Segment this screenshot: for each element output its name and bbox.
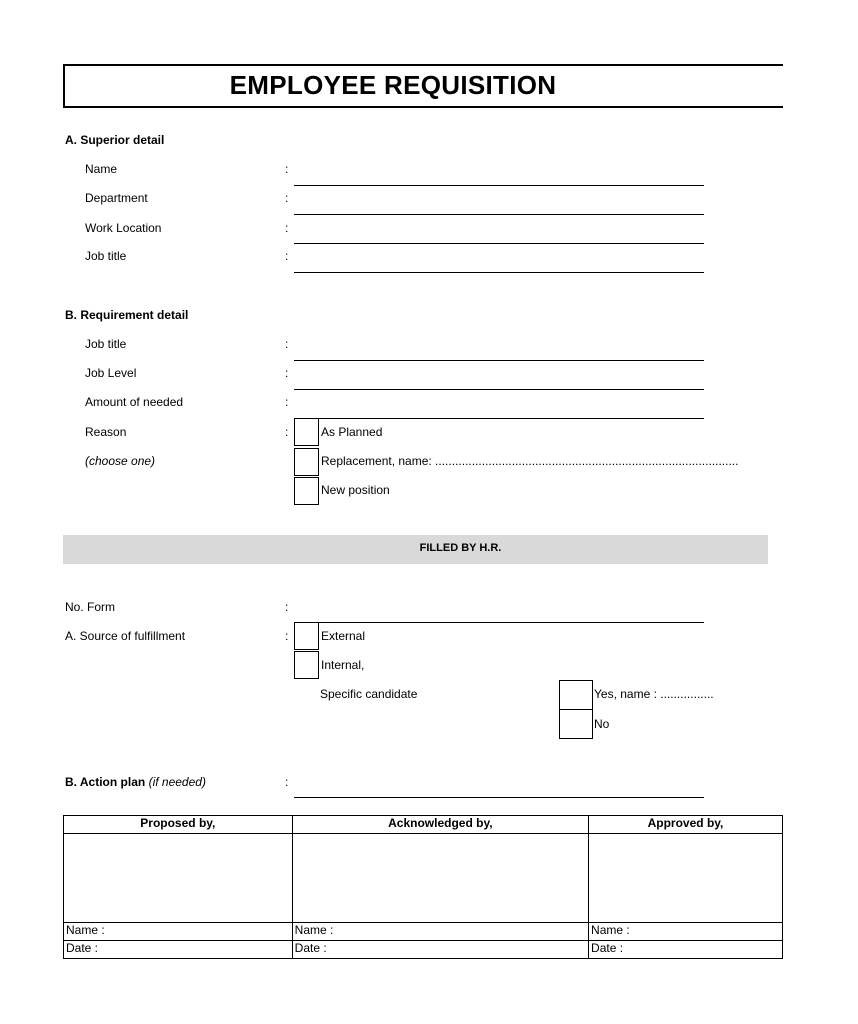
- action-plan-title: B. Action plan: [65, 775, 146, 789]
- hr-banner: [63, 535, 768, 564]
- field-colon: :: [285, 162, 289, 176]
- acknowledged-name-cell[interactable]: Name :: [292, 923, 588, 941]
- no-form-label: No. Form: [65, 600, 116, 614]
- field-colon: :: [285, 221, 289, 235]
- field-label-amount: Amount of needed: [85, 395, 184, 409]
- acknowledged-date-cell[interactable]: Date :: [292, 941, 588, 959]
- action-plan-colon: :: [285, 775, 289, 789]
- req-job-title-field-line[interactable]: [294, 360, 704, 361]
- field-label-work-location: Work Location: [85, 221, 162, 235]
- internal-checkbox[interactable]: [294, 651, 319, 679]
- approved-signature-area[interactable]: [589, 834, 783, 923]
- reason-hint: (choose one): [85, 454, 156, 468]
- name-field-line[interactable]: [294, 185, 704, 186]
- option-as-planned: As Planned: [321, 425, 383, 439]
- job-title-field-line[interactable]: [294, 272, 704, 273]
- option-replacement: Replacement, name: ...........................................................................................: [321, 454, 739, 468]
- candidate-yes-checkbox[interactable]: [559, 680, 593, 710]
- option-line: [320, 418, 704, 419]
- hr-banner-text: FILLED BY H.R.: [419, 542, 502, 554]
- source-colon: :: [285, 629, 289, 643]
- field-colon: :: [285, 337, 289, 351]
- field-label-job-level: Job Level: [85, 366, 137, 380]
- approved-by-header: Approved by,: [589, 816, 783, 834]
- replacement-checkbox[interactable]: [294, 448, 319, 476]
- candidate-no-checkbox[interactable]: [559, 709, 593, 739]
- action-plan-field-line[interactable]: [294, 797, 704, 798]
- section-b-heading: B. Requirement detail: [65, 308, 189, 322]
- field-colon: :: [285, 395, 289, 409]
- field-colon: :: [285, 191, 289, 205]
- action-plan-hint: (if needed): [148, 775, 206, 789]
- department-field-line[interactable]: [294, 214, 704, 215]
- signature-date-row: [64, 941, 783, 959]
- reason-colon: :: [285, 425, 289, 439]
- specific-candidate-label: Specific candidate: [320, 687, 418, 701]
- reason-label: Reason: [85, 425, 127, 439]
- option-external: External: [321, 629, 366, 643]
- new-position-checkbox[interactable]: [294, 477, 319, 505]
- field-colon: :: [285, 366, 289, 380]
- job-level-field-line[interactable]: [294, 389, 704, 390]
- field-label-department: Department: [85, 191, 148, 205]
- field-label-name: Name: [85, 162, 118, 176]
- proposed-name-cell[interactable]: Name :: [64, 923, 293, 941]
- acknowledged-signature-area[interactable]: [292, 834, 588, 923]
- signature-name-row: [64, 923, 783, 941]
- candidate-no-label: No: [594, 717, 610, 731]
- as-planned-checkbox[interactable]: [294, 418, 319, 446]
- proposed-signature-area[interactable]: [64, 834, 293, 923]
- no-form-field-line[interactable]: [294, 622, 704, 623]
- approved-date-cell[interactable]: Date :: [589, 941, 783, 959]
- candidate-yes-label: Yes, name : ................: [594, 687, 714, 701]
- field-label-job-title: Job title: [85, 249, 127, 263]
- action-plan-label: [65, 775, 206, 789]
- signature-header-row: [64, 816, 783, 834]
- page-title: EMPLOYEE REQUISITION: [229, 70, 557, 100]
- section-a-heading: A. Superior detail: [65, 133, 165, 147]
- option-internal: Internal,: [321, 658, 365, 672]
- field-colon: :: [285, 249, 289, 263]
- field-label-req-job-title: Job title: [85, 337, 127, 351]
- proposed-date-cell[interactable]: Date :: [64, 941, 293, 959]
- work-location-field-line[interactable]: [294, 243, 704, 244]
- no-form-colon: :: [285, 600, 289, 614]
- approved-name-cell[interactable]: Name :: [589, 923, 783, 941]
- signature-table: [63, 815, 783, 959]
- proposed-by-header: Proposed by,: [64, 816, 293, 834]
- option-new-position: New position: [321, 483, 390, 497]
- acknowledged-by-header: Acknowledged by,: [292, 816, 588, 834]
- external-checkbox[interactable]: [294, 622, 319, 650]
- source-label: A. Source of fulfillment: [65, 629, 186, 643]
- signature-space-row: [64, 834, 783, 923]
